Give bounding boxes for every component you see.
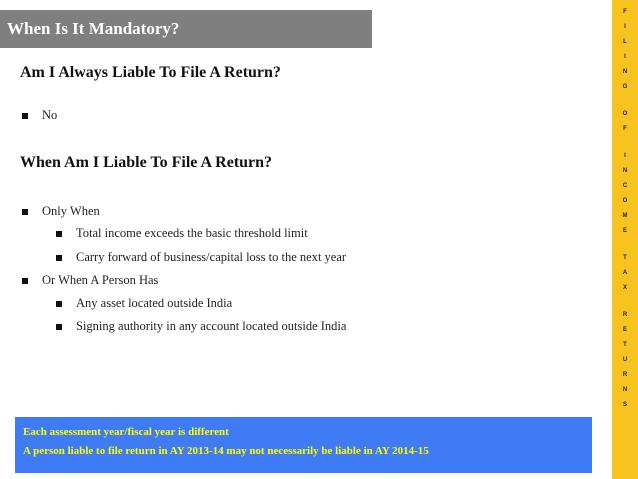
info-note-box xyxy=(15,417,592,473)
side-banner-letter: M xyxy=(622,213,628,219)
bullet-text: No xyxy=(42,108,58,122)
side-banner-letter: R xyxy=(622,372,628,378)
bullet-or-when-person-has xyxy=(22,273,158,288)
sub-bullet-signing-authority xyxy=(56,319,346,334)
side-banner-letter: X xyxy=(622,285,627,291)
sub-bullet-asset-outside-india xyxy=(56,296,232,311)
bullet-text: Only When xyxy=(42,204,100,218)
bullet-text: Any asset located outside India xyxy=(76,296,233,310)
bullet-square-icon xyxy=(22,209,28,215)
side-banner-letter: N xyxy=(622,168,628,174)
side-banner-letter: E xyxy=(622,327,627,333)
side-banner-letter: O xyxy=(622,111,628,117)
side-banner-letter: R xyxy=(622,312,628,318)
side-banner-letter: I xyxy=(624,54,626,60)
side-banner-letter: C xyxy=(622,183,628,189)
side-banner-letter: N xyxy=(622,387,628,393)
side-banner-letter: T xyxy=(623,255,627,261)
side-banner-letter: T xyxy=(623,342,627,348)
side-banner-letter: O xyxy=(622,198,628,204)
bullet-text: Total income exceeds the basic threshold limit xyxy=(76,226,308,240)
side-banner xyxy=(612,0,638,479)
side-banner-letter: A xyxy=(622,270,628,276)
side-banner-letter: I xyxy=(624,24,626,30)
side-banner-letter: U xyxy=(622,357,628,363)
bullet-square-icon xyxy=(56,324,62,330)
side-banner-letter: E xyxy=(622,228,627,234)
sub-bullet-carry-forward-loss xyxy=(56,250,346,265)
sub-bullet-income-threshold xyxy=(56,226,308,241)
bullet-square-icon xyxy=(22,113,28,119)
bullet-square-icon xyxy=(22,278,28,284)
bullet-square-icon xyxy=(56,255,62,261)
section-heading-always-liable: Am I Always Liable To File A Return? xyxy=(20,64,281,81)
side-banner-letter: N xyxy=(622,69,628,75)
side-banner-letter: S xyxy=(622,402,627,408)
bullet-text: Or When A Person Has xyxy=(42,273,159,287)
bullet-text: Carry forward of business/capital loss to the next year xyxy=(76,250,347,264)
bullet-square-icon xyxy=(56,301,62,307)
section-heading-when-liable: When Am I Liable To File A Return? xyxy=(20,154,273,171)
side-banner-letter: L xyxy=(623,39,627,45)
info-note-line-1: Each assessment year/fiscal year is different xyxy=(23,426,229,438)
bullet-square-icon xyxy=(56,231,62,237)
bullet-no xyxy=(22,108,57,123)
side-banner-letter: F xyxy=(623,126,627,132)
side-banner-letter: I xyxy=(624,153,626,159)
side-banner-letter: G xyxy=(622,84,628,90)
bullet-text: Signing authority in any account located outside India xyxy=(76,319,347,333)
slide-title: When Is It Mandatory? xyxy=(0,10,372,48)
bullet-only-when xyxy=(22,204,100,219)
side-banner-letter: F xyxy=(623,9,627,15)
info-note-line-2: A person liable to file return in AY 2013-14 may not necessarily be liable in AY 2014-15 xyxy=(23,445,429,457)
